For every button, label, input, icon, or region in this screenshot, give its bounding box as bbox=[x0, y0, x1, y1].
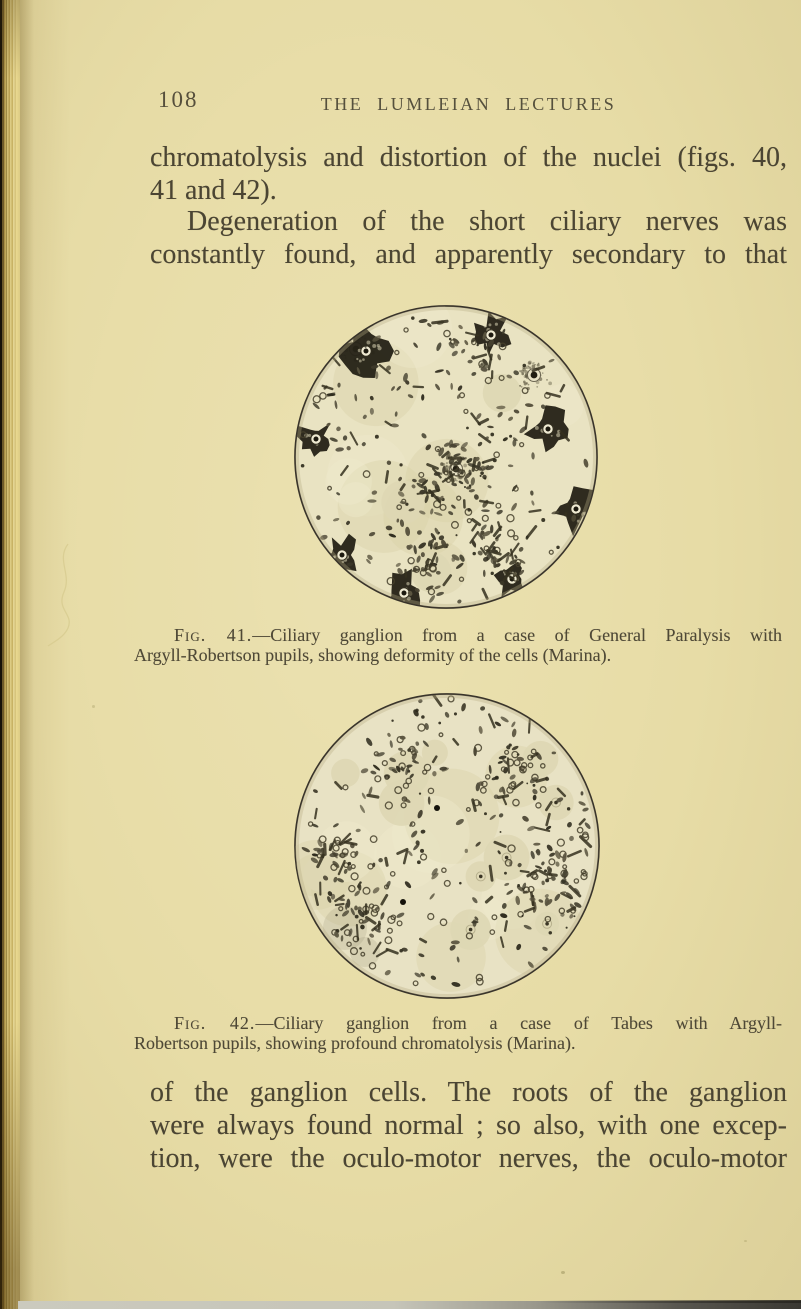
figure-42-caption bbox=[134, 1014, 782, 1053]
text-line: of the ganglion cells. The roots of the ganglion bbox=[150, 1077, 787, 1108]
figure-41-micrograph bbox=[286, 297, 606, 617]
caption-line bbox=[134, 626, 782, 646]
text-line: chromatolysis and distortion of the nuclei (figs. 40, bbox=[150, 142, 787, 173]
text-line: tion, were the oculo-motor nerves, the oculo-motor bbox=[150, 1143, 787, 1174]
caption-text: —Ciliary ganglion from a case of General Paralysis with bbox=[252, 625, 782, 645]
caption-line: Argyll-Robertson pupils, showing deformity of the cells (Marina). bbox=[134, 644, 612, 665]
paper-speck bbox=[561, 1271, 565, 1274]
page-bottom-shadow bbox=[540, 1300, 801, 1303]
paragraph-1 bbox=[150, 141, 787, 207]
caption-line bbox=[134, 1014, 782, 1034]
caption-line: Robertson pupils, showing profound chromatolysis (Marina). bbox=[134, 1032, 576, 1053]
gutter-shadow bbox=[20, 0, 34, 1309]
caption-text: —Ciliary ganglion from a case of Tabes with Argyll- bbox=[255, 1013, 783, 1033]
paper-fiber-mark bbox=[38, 540, 82, 650]
text-line: constantly found, and apparently secondary to that bbox=[150, 239, 787, 270]
paper-speck bbox=[744, 1240, 747, 1242]
text-line: 41 and 42). bbox=[150, 175, 277, 206]
figure-41-caption bbox=[134, 626, 782, 665]
figure-42-micrograph bbox=[287, 690, 607, 1010]
figure-41-label: Fig. 41. bbox=[174, 625, 253, 645]
book-binding-edge bbox=[0, 0, 20, 1309]
text-line: were always found normal ; so also, with one excep- bbox=[150, 1110, 787, 1141]
paper-speck bbox=[92, 705, 95, 708]
paragraph-2 bbox=[150, 205, 787, 271]
figure-42-label: Fig. 42. bbox=[174, 1013, 256, 1033]
page-number: 108 bbox=[158, 87, 199, 112]
paragraph-3 bbox=[150, 1076, 787, 1175]
text-line: Degeneration of the short ciliary nerves was bbox=[187, 206, 787, 237]
running-header: THE LUMLEIAN LECTURES bbox=[320, 94, 617, 114]
